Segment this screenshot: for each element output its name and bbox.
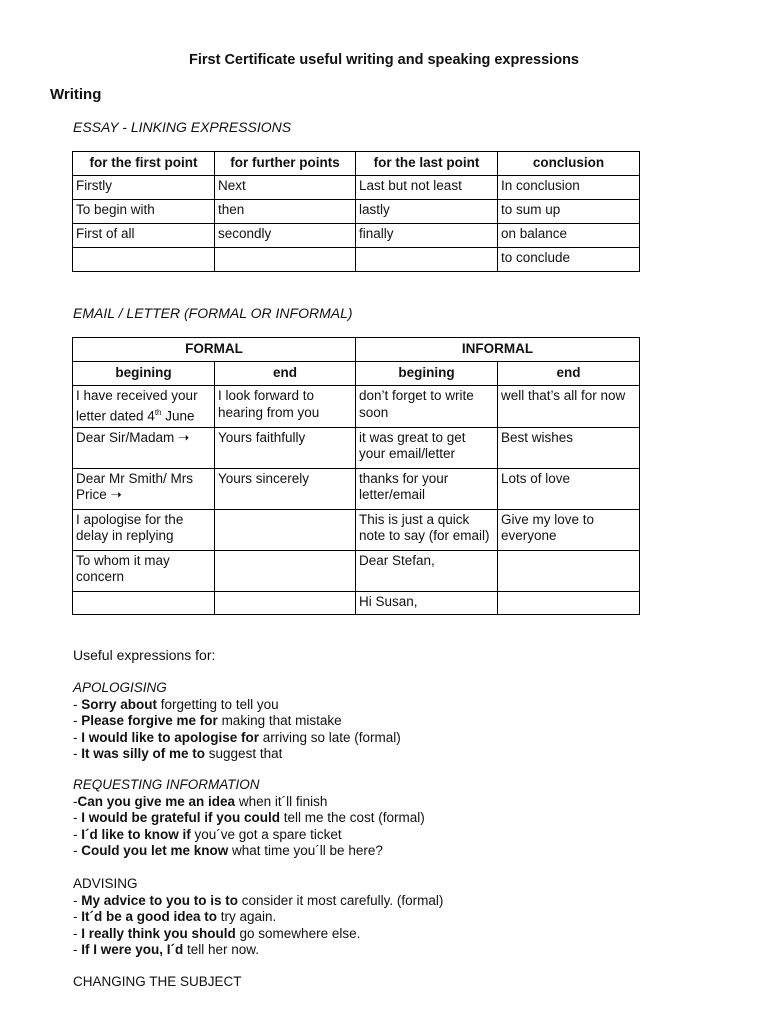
- table-row: [73, 224, 640, 248]
- expression-line: - Could you let me know what time you´ll be here?: [73, 843, 383, 858]
- table-cell: [73, 386, 215, 428]
- table-cell: thanks for your letter/email: [356, 468, 498, 509]
- table-cell: to sum up: [498, 200, 640, 224]
- table-cell: In conclusion: [498, 176, 640, 200]
- document-title: First Certificate useful writing and speaking expressions: [189, 52, 579, 68]
- table-cell: [73, 248, 215, 272]
- group-header-formal: FORMAL: [73, 338, 356, 362]
- table-cell: [73, 591, 215, 614]
- table-cell: This is just a quick note to say (for email): [356, 509, 498, 550]
- table-cell: I look forward to hearing from you: [215, 386, 356, 428]
- column-header: for the first point: [73, 152, 215, 176]
- column-header: for the last point: [356, 152, 498, 176]
- table-cell: secondly: [215, 224, 356, 248]
- cell-text: June: [161, 408, 195, 423]
- expression-line: - I´d like to know if you´ve got a spare ticket: [73, 826, 342, 842]
- table-cell: Lots of love: [498, 468, 640, 509]
- table-row: [73, 509, 640, 550]
- table-cell: First of all: [73, 224, 215, 248]
- column-header: end: [215, 362, 356, 386]
- table-cell: to conclude: [498, 248, 640, 272]
- email-heading: EMAIL / LETTER (FORMAL OR INFORMAL): [73, 305, 353, 321]
- section-heading-writing: Writing: [50, 86, 102, 103]
- email-letter-table: [72, 337, 640, 615]
- essay-linking-table: [72, 151, 640, 272]
- table-cell: Dear Stefan,: [356, 550, 498, 591]
- table-cell: don’t forget to write soon: [356, 386, 498, 428]
- table-cell: Next: [215, 176, 356, 200]
- table-row: [73, 591, 640, 614]
- useful-expressions-heading: Useful expressions for:: [73, 647, 216, 663]
- table-row: [73, 176, 640, 200]
- table-row: [73, 427, 640, 468]
- table-row: [73, 386, 640, 428]
- table-cell: [498, 550, 640, 591]
- table-cell: Best wishes: [498, 427, 640, 468]
- expression-line: - Please forgive me for making that mistake: [73, 713, 342, 728]
- table-row: [73, 248, 640, 272]
- table-cell: Hi Susan,: [356, 591, 498, 614]
- category-title: CHANGING THE SUBJECT: [73, 974, 242, 989]
- column-header: for further points: [215, 152, 356, 176]
- column-header: end: [498, 362, 640, 386]
- table-cell: on balance: [498, 224, 640, 248]
- group-header-informal: INFORMAL: [356, 338, 640, 362]
- expression-line: - Sorry about forgetting to tell you: [73, 696, 279, 712]
- expression-line: - It´d be a good idea to try again.: [73, 909, 277, 924]
- expression-line: - I would like to apologise for arriving so late (formal): [73, 729, 401, 745]
- expression-line: -Can you give me an idea when it´ll finish: [73, 793, 328, 809]
- table-cell: To whom it may concern: [73, 550, 215, 591]
- expression-line: - If I were you, I´d tell her now.: [73, 942, 260, 957]
- table-cell: Dear Sir/Madam ➝: [73, 427, 215, 468]
- table-cell: lastly: [356, 200, 498, 224]
- table-cell: Dear Mr Smith/ Mrs Price ➝: [73, 468, 215, 509]
- expression-line: - I would be grateful if you could tell me the cost (formal): [73, 810, 425, 825]
- essay-heading: ESSAY - LINKING EXPRESSIONS: [73, 119, 292, 135]
- table-row: [73, 468, 640, 509]
- category-title: ADVISING: [73, 876, 138, 891]
- table-cell: Give my love to everyone: [498, 509, 640, 550]
- table-cell: [498, 591, 640, 614]
- table-cell: [215, 550, 356, 591]
- table-cell: To begin with: [73, 200, 215, 224]
- requesting-information-block: [73, 777, 425, 860]
- cell-text: I have received your letter dated 4: [76, 388, 198, 423]
- table-cell: I apologise for the delay in replying: [73, 509, 215, 550]
- table-cell: finally: [356, 224, 498, 248]
- column-header: begining: [356, 362, 498, 386]
- column-header: conclusion: [498, 152, 640, 176]
- table-cell: [356, 248, 498, 272]
- advising-block: [73, 876, 443, 959]
- table-cell: it was great to get your email/letter: [356, 427, 498, 468]
- table-cell: Firstly: [73, 176, 215, 200]
- expression-line: - It was silly of me to suggest that: [73, 746, 283, 761]
- table-cell: Yours faithfully: [215, 427, 356, 468]
- expression-line: - I really think you should go somewhere else.: [73, 925, 361, 941]
- table-cell: Yours sincerely: [215, 468, 356, 509]
- column-header: begining: [73, 362, 215, 386]
- table-cell: [215, 509, 356, 550]
- changing-subject-block: [73, 974, 242, 991]
- table-cell: [215, 248, 356, 272]
- table-row: [73, 200, 640, 224]
- table-cell: [215, 591, 356, 614]
- ordinal-suffix: th: [154, 407, 162, 417]
- category-title: APOLOGISING: [73, 680, 167, 695]
- apologising-block: [73, 680, 401, 763]
- category-title: REQUESTING INFORMATION: [73, 777, 260, 792]
- table-row: [73, 550, 640, 591]
- table-cell: then: [215, 200, 356, 224]
- expression-line: - My advice to you to is to consider it most carefully. (formal): [73, 892, 444, 908]
- table-cell: well that’s all for now: [498, 386, 640, 428]
- table-cell: Last but not least: [356, 176, 498, 200]
